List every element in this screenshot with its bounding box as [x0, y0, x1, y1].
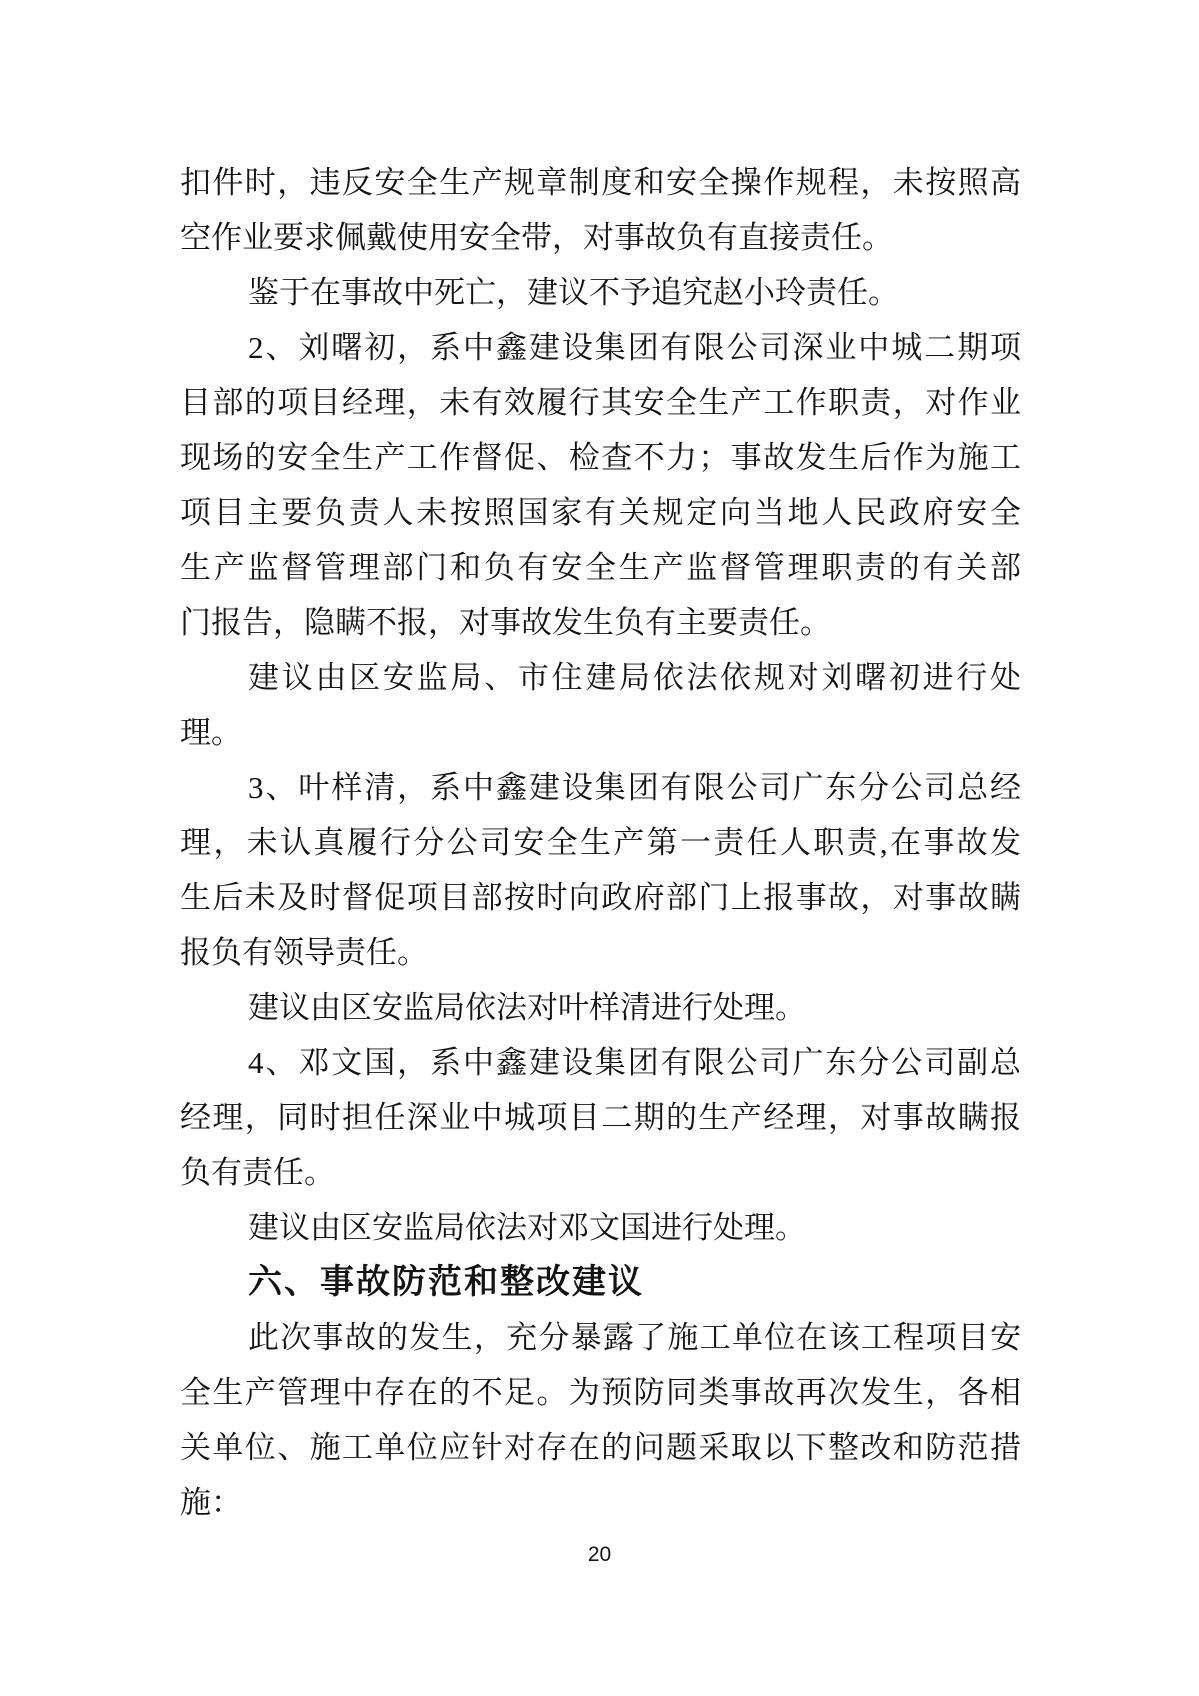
section-heading: 六、事故防范和整改建议	[248, 1263, 644, 1301]
text-line: 3、叶样清，系中鑫建设集团有限公司广东分公司总经	[248, 770, 1021, 805]
text-line: 鉴于在事故中死亡，建议不予追究赵小玲责任。	[248, 275, 899, 310]
text-line: 施：	[180, 1485, 242, 1520]
text-line: 扣件时，违反安全生产规章制度和安全操作规程，未按照高	[180, 165, 1021, 200]
document-body	[180, 155, 1021, 1530]
text-line: 生后未及时督促项目部按时向政府部门上报事故，对事故瞒	[180, 880, 1021, 915]
text-line: 建议由区安监局依法对叶样清进行处理。	[248, 990, 806, 1025]
text-line: 报负有领导责任。	[180, 935, 428, 970]
text-line: 关单位、施工单位应针对存在的问题采取以下整改和防范措	[180, 1430, 1021, 1465]
text-line: 经理，同时担任深业中城项目二期的生产经理，对事故瞒报	[180, 1100, 1021, 1135]
page-number: 20	[587, 1543, 612, 1566]
text-line: 2、刘曙初，系中鑫建设集团有限公司深业中城二期项	[248, 330, 1021, 365]
text-line: 全生产管理中存在的不足。为预防同类事故再次发生，各相	[180, 1375, 1021, 1410]
text-line: 生产监督管理部门和负有安全生产监督管理职责的有关部	[180, 550, 1021, 585]
text-line: 目部的项目经理，未有效履行其安全生产工作职责，对作业	[180, 385, 1021, 420]
text-line: 4、邓文国，系中鑫建设集团有限公司广东分公司副总	[248, 1045, 1021, 1080]
text-line: 建议由区安监局依法对邓文国进行处理。	[248, 1210, 806, 1245]
text-line: 理。	[180, 715, 242, 750]
text-line: 建议由区安监局、市住建局依法依规对刘曙初进行处	[248, 660, 1021, 695]
text-line: 负有责任。	[180, 1155, 335, 1190]
text-line: 现场的安全生产工作督促、检查不力；事故发生后作为施工	[180, 440, 1021, 475]
text-line: 此次事故的发生，充分暴露了施工单位在该工程项目安	[248, 1320, 1021, 1355]
text-line: 空作业要求佩戴使用安全带，对事故负有直接责任。	[180, 220, 893, 255]
text-line: 门报告，隐瞒不报，对事故发生负有主要责任。	[180, 605, 831, 640]
text-line: 理，未认真履行分公司安全生产第一责任人职责,在事故发	[180, 825, 1021, 860]
text-line: 项目主要负责人未按照国家有关规定向当地人民政府安全	[180, 495, 1021, 530]
